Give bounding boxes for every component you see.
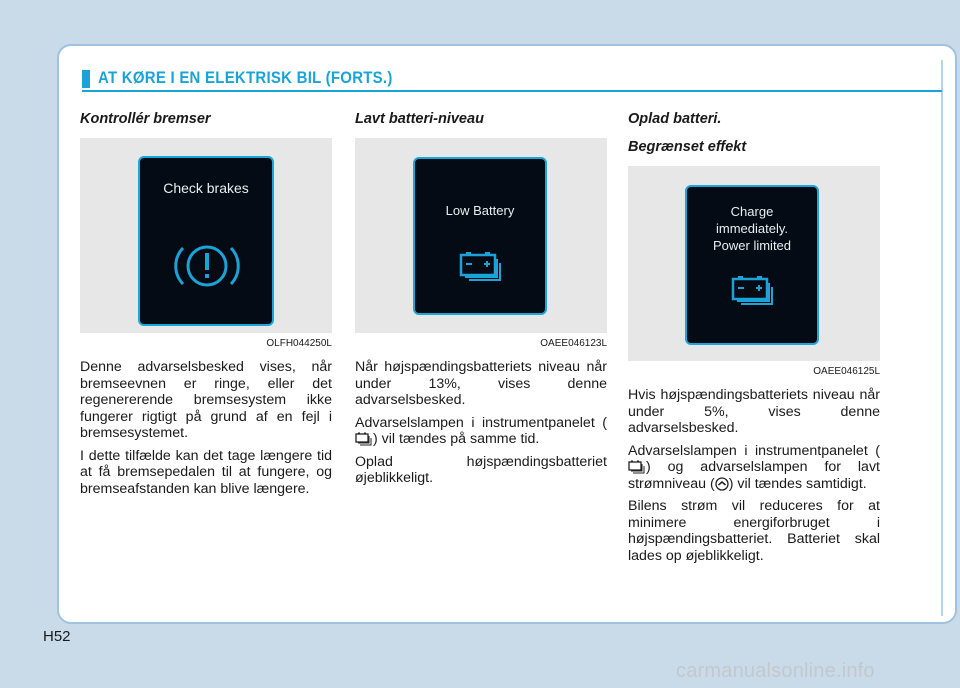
figure-check-brakes xyxy=(80,138,332,349)
battery-warning-icon xyxy=(731,275,777,307)
header-rule xyxy=(82,90,942,92)
header-accent-bar xyxy=(82,70,90,88)
paragraph: Hvis højspændingsbatteriets niveau når under 5%, vises denne advarselsbesked. xyxy=(628,387,880,436)
brake-warning-icon xyxy=(173,238,241,294)
column-check-brakes xyxy=(80,110,332,503)
column-heading: Oplad batteri. xyxy=(628,111,722,127)
display-line: Charge xyxy=(730,204,774,219)
paragraph: Når højspændingsbatteriets niveau når under 13%, vises denne advarselsbesked. xyxy=(355,359,607,408)
watermark: carmanualsonline.info xyxy=(676,660,875,682)
paragraph: I dette tilfælde kan det tage længere tid at få bremsepedalen til at fungere, og bremseafstanden kan blive længere. xyxy=(80,447,332,497)
display-message: Low Battery xyxy=(445,203,515,218)
section-header xyxy=(82,68,942,90)
figure-code: OAEE046123L xyxy=(540,338,607,349)
paragraph: Denne advarselsbesked vises, når bremseevnen er ringe, eller det regenererende bremsesystem ikke fungerer rigtigt på grund af en fejl i bremsesystemet. xyxy=(80,359,332,441)
paragraph-part: Advarselslampen i instrumentpanelet ( xyxy=(628,442,880,459)
paragraph-part: ) og advarselslampen for lavt strømniveau ( xyxy=(628,459,880,492)
column-charge-battery xyxy=(628,110,880,570)
paragraph-with-icon: Advarselslampen i instrumentpanelet () vil tændes på samme tid. xyxy=(355,414,607,447)
battery-warning-icon xyxy=(355,432,373,446)
cluster-display xyxy=(138,156,274,326)
battery-warning-icon xyxy=(459,251,505,283)
section-title: AT KØRE I EN ELEKTRISK BIL (FORTS.) xyxy=(98,68,393,87)
paragraph: Oplad højspændingsbatteriet øjeblikkeligt. xyxy=(355,453,607,486)
figure-charge-immediately xyxy=(628,166,880,377)
power-limited-icon xyxy=(715,477,729,491)
page-number: H52 xyxy=(43,628,71,645)
column-subheading: Begrænset effekt xyxy=(628,139,747,155)
display-line: Power limited xyxy=(712,238,792,253)
paragraph-with-icons xyxy=(628,443,880,493)
column-heading: Lavt batteri-niveau xyxy=(355,111,484,127)
paragraph-prefix: Advarselslampen i instrumentpanelet ( xyxy=(355,414,607,431)
figure-code: OLFH044250L xyxy=(266,338,332,349)
cluster-display xyxy=(685,185,819,345)
display-message: Check brakes xyxy=(163,180,249,196)
cluster-display xyxy=(413,157,547,315)
figure-code: OAEE046125L xyxy=(813,366,880,377)
figure-low-battery xyxy=(355,138,607,349)
display-line: immediately. xyxy=(715,221,788,236)
paragraph-part: ) vil tændes samtidigt. xyxy=(728,475,867,492)
column-heading: Kontrollér bremser xyxy=(80,111,211,127)
column-low-battery xyxy=(355,110,607,493)
battery-warning-icon xyxy=(628,460,646,474)
paragraph-suffix: vil tændes på samme tid. xyxy=(381,431,540,447)
display-message xyxy=(687,203,817,254)
paragraph: Bilens strøm vil reduceres for at minimere energiforbruget i højspændingsbatteriet. Batteriet skal lades op øjeblikkeligt. xyxy=(628,498,880,564)
